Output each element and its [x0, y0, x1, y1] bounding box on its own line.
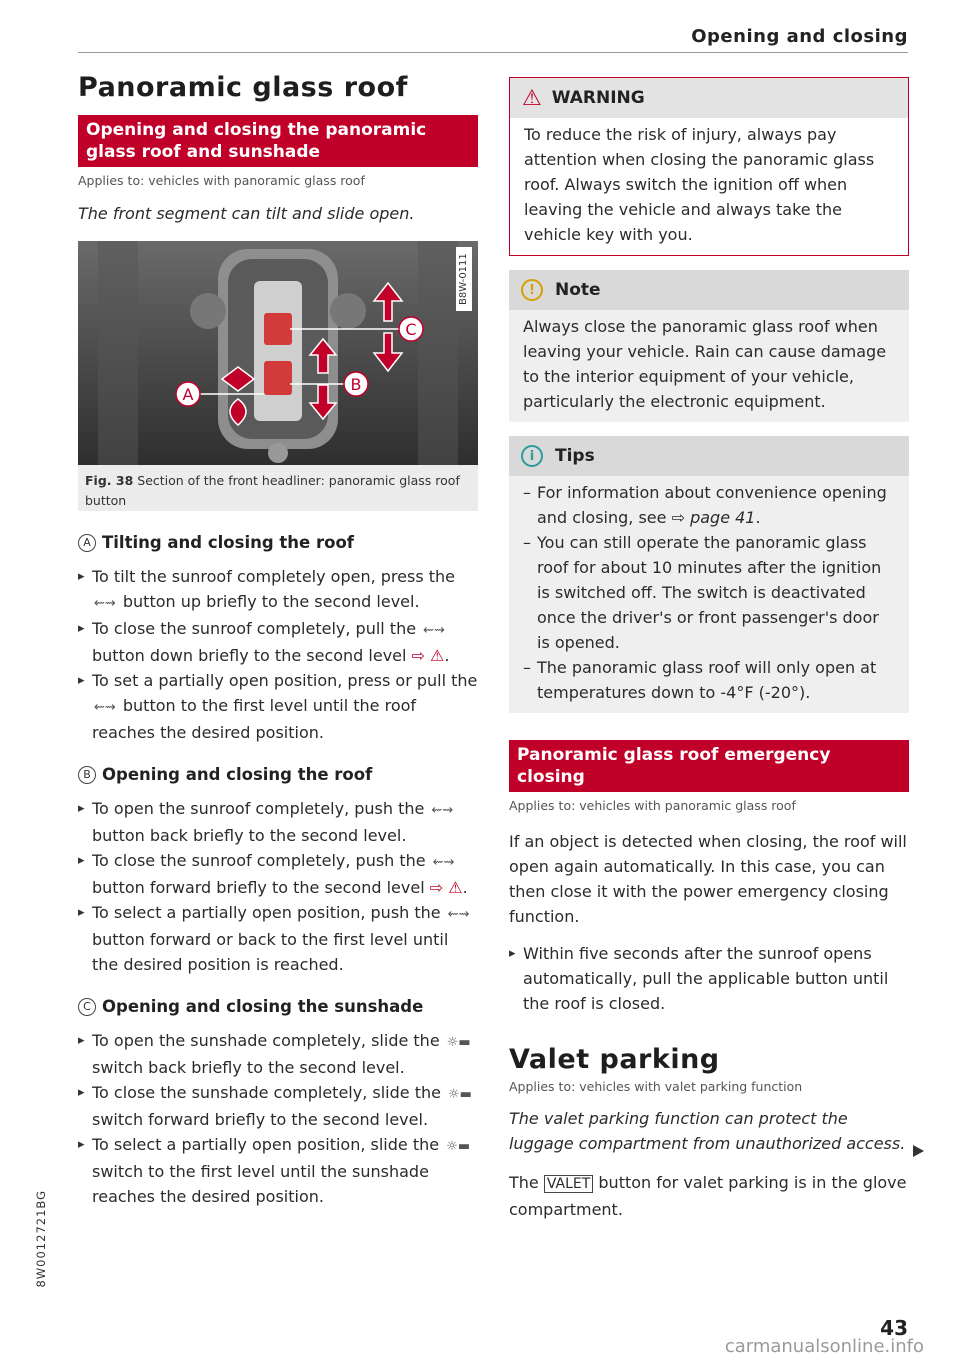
section-a-heading	[78, 533, 478, 552]
emergency-steps	[509, 941, 909, 1016]
note-text: Always close the panoramic glass roof when leaving your vehicle. Rain can cause damage to the interior equipment of your vehicle, particularly the electronic equipment.	[523, 317, 887, 411]
figure-code: B8W-0111	[456, 247, 472, 311]
list-item: ▸ To select a partially open position, push the ⇜⇝ button forward or back to the first level until the desired position is reached.	[78, 900, 478, 977]
roof-button-icon: ⇜⇝	[423, 623, 445, 638]
roof-button-icon: ⇜⇝	[431, 803, 454, 818]
marker-c: C	[78, 998, 96, 1016]
figure-38	[78, 241, 478, 511]
right-column	[509, 77, 909, 1222]
applies-note: Applies to: vehicles with panoramic glass roof	[509, 798, 796, 813]
warning-icon: ⚠	[448, 878, 463, 897]
sunshade-switch-icon: ☼▬	[446, 1139, 471, 1154]
list-item: ▸ To close the sunroof completely, pull the ⇜⇝ button down briefly to the second level ⇨ ⚠.	[78, 616, 478, 668]
applies-note: Applies to: vehicles with valet parking function	[509, 1079, 803, 1094]
info-icon: i	[521, 445, 543, 467]
marker-b: B	[78, 766, 96, 784]
warning-triangle-icon: ⚠	[522, 85, 542, 111]
list-item: ▸ To open the sunshade completely, slide the ☼▬ switch back briefly to the second level.	[78, 1028, 478, 1080]
list-item: ▸ To set a partially open position, press or pull the ⇜⇝ button to the first level until the roof reaches the desired position.	[78, 668, 478, 745]
list-item: ▸ To close the sunshade completely, slide the ☼▬ switch forward briefly to the second level.	[78, 1080, 478, 1132]
section-b-steps	[78, 796, 478, 977]
note-heading	[509, 270, 909, 310]
figure-label-a: A	[182, 385, 194, 404]
section-c-title: Opening and closing the sunshade	[102, 997, 424, 1016]
section-a-title: Tilting and closing the roof	[102, 533, 354, 552]
list-item: ▸ To tilt the sunroof completely open, press the ⇜⇝ button up briefly to the second level.	[78, 564, 478, 616]
list-item: ▸ To close the sunroof completely, push the ⇜⇝ button forward briefly to the second level ⇨ ⚠.	[78, 848, 478, 900]
warning-title: WARNING	[551, 88, 645, 108]
roof-button-icon: ⇜⇝	[447, 907, 470, 922]
list-item: ▸ To open the sunroof completely, push the ⇜⇝ button back briefly to the second level.	[78, 796, 478, 848]
warning-box	[509, 77, 909, 256]
ref-arrow-icon[interactable]: ⇨	[411, 646, 425, 665]
warning-text: To reduce the risk of injury, always pay attention when closing the panoramic glass roof. Always switch the ignition off when leaving the vehicle and always take the vehicle key with you.	[524, 125, 875, 244]
valet-intro: The valet parking function can protect the luggage compartment from unauthorized access.	[509, 1109, 906, 1153]
section-b-heading	[78, 765, 478, 784]
ref-arrow-icon[interactable]: ⇨	[429, 878, 444, 897]
sunshade-switch-icon: ☼▬	[446, 1035, 471, 1050]
headliner-illustration	[78, 241, 478, 465]
watermark: carmanualsonline.info	[724, 1336, 924, 1357]
left-column	[78, 72, 478, 1209]
applies-note: Applies to: vehicles with panoramic glass roof	[78, 173, 365, 188]
list-item: – The panoramic glass roof will only open at temperatures down to -4°F (-20°).	[509, 655, 895, 705]
emergency-section-title: Panoramic glass roof emergency closing	[509, 740, 909, 792]
figure-number: Fig. 38	[85, 473, 134, 488]
list-item: – You can still operate the panoramic glass roof for about 10 minutes after the ignition is switched off. The switch is deactivated once the driver's or front passenger's door is opened.	[509, 530, 895, 655]
caution-icon: !	[521, 279, 543, 301]
valet-paragraph: The VALET button for valet parking is in the glove compartment.	[509, 1173, 907, 1219]
section-b-title: Opening and closing the roof	[102, 765, 373, 784]
tips-title: Tips	[555, 446, 595, 466]
roof-button-icon: ⇜⇝	[432, 855, 455, 870]
warning-icon: ⚠	[430, 646, 445, 665]
list-item: – For information about convenience opening and closing, see ⇨ page 41.	[509, 480, 895, 530]
emergency-paragraph: If an object is detected when closing, the roof will open again automatically. In this case, you can then close it with the power emergency closing function.	[509, 832, 907, 926]
valet-title: Valet parking	[509, 1044, 720, 1075]
list-item: ▸ To select a partially open position, slide the ☼▬ switch to the first level until the sunshade reaches the desired position.	[78, 1132, 478, 1209]
header-rule	[78, 52, 908, 53]
section-a-steps	[78, 564, 478, 745]
marker-a: A	[78, 534, 96, 552]
section-c-heading	[78, 997, 478, 1016]
note-title: Note	[555, 280, 601, 300]
sunshade-switch-icon: ☼▬	[448, 1087, 472, 1102]
figure-caption-text: Section of the front headliner: panoramic glass roof button	[85, 473, 460, 508]
tips-heading	[509, 436, 909, 476]
document-code: 8W0012721BG	[34, 1190, 48, 1288]
section-title: Opening and closing the panoramic glass roof and sunshade	[78, 115, 478, 167]
warning-heading	[510, 78, 908, 118]
figure-label-b: B	[350, 375, 362, 394]
headliner-svg	[78, 241, 478, 465]
intro-text: The front segment can tilt and slide open.	[78, 204, 415, 223]
page-number: 43	[880, 1316, 908, 1340]
figure-label-c: C	[405, 320, 417, 339]
running-header: Opening and closing	[691, 26, 908, 47]
page-ref-link[interactable]: ⇨ page 41	[671, 508, 756, 527]
section-c-steps	[78, 1028, 478, 1209]
roof-button-icon: ⇜⇝	[94, 700, 116, 715]
tips-body	[509, 476, 909, 713]
list-item: ▸ Within five seconds after the sunroof opens automatically, pull the applicable button until the roof is closed.	[509, 941, 909, 1016]
page-title: Panoramic glass roof	[78, 72, 408, 103]
tips-box	[509, 436, 909, 713]
continue-arrow-icon	[913, 1145, 924, 1157]
note-box	[509, 270, 909, 422]
figure-caption	[78, 465, 478, 511]
valet-key-label: VALET	[544, 1175, 593, 1193]
roof-button-icon: ⇜⇝	[94, 596, 116, 611]
